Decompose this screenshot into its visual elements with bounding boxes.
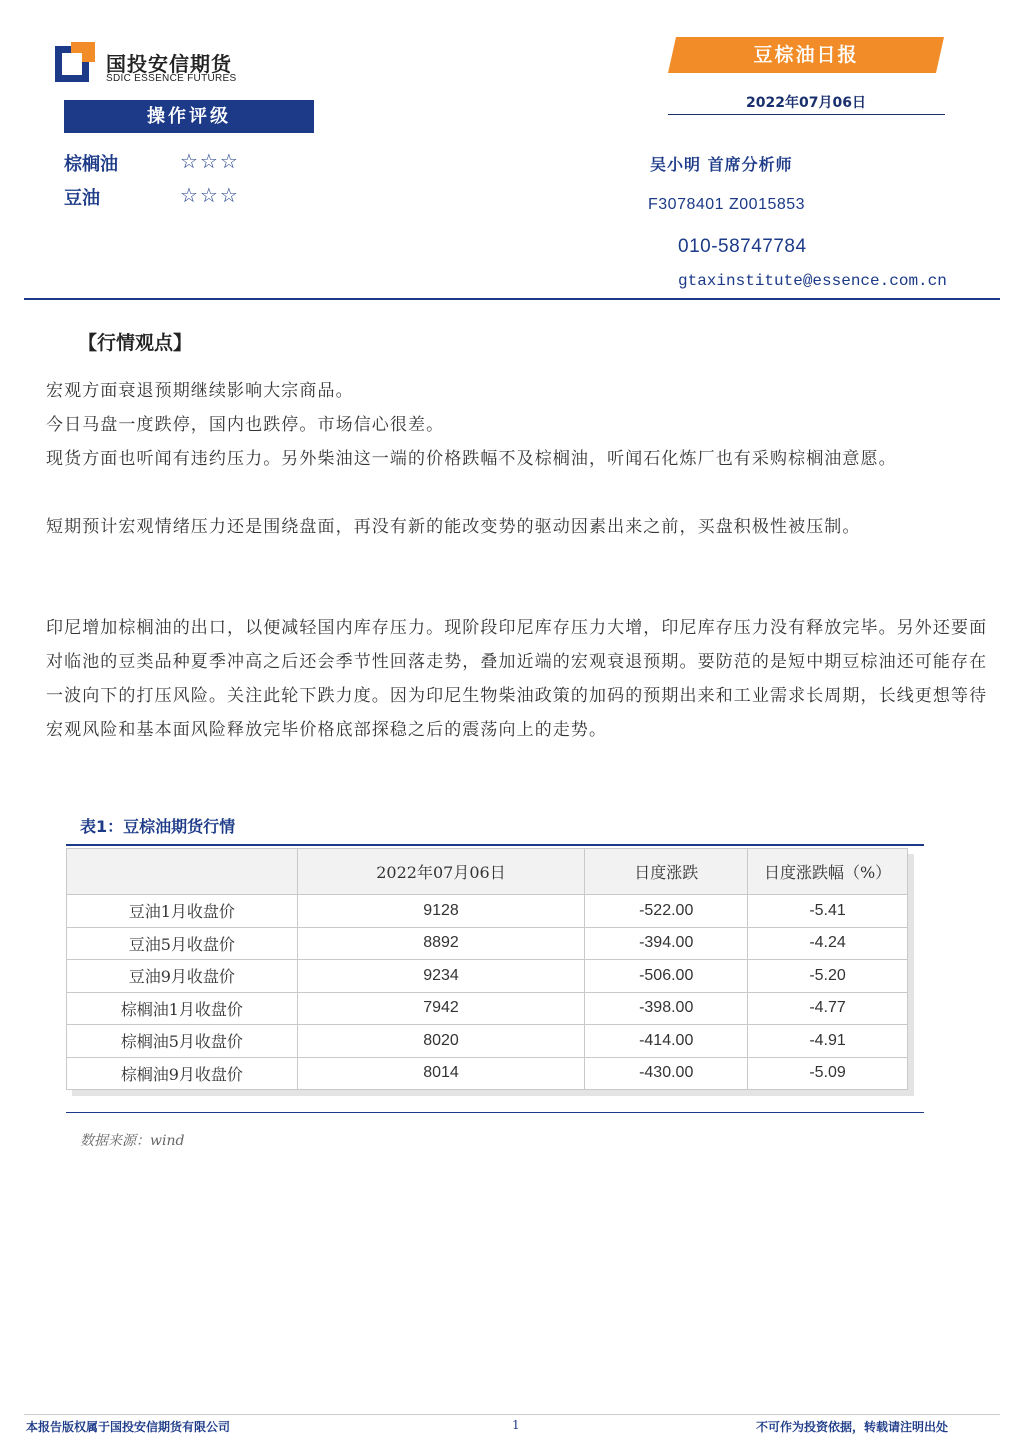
paragraph-3: 现货方面也听闻有违约压力。另外柴油这一端的价格跌幅不及棕榈油，听闻石化炼厂也有采购棕榈油意愿。 bbox=[46, 449, 897, 469]
paragraph-2: 今日马盘一度跌停，国内也跌停。市场信心很差。 bbox=[46, 415, 445, 435]
close-price: 8014 bbox=[297, 1057, 585, 1090]
table-row bbox=[67, 960, 908, 993]
quote-table-container bbox=[66, 848, 908, 1090]
report-title: 豆棕油日报 bbox=[753, 44, 859, 66]
daily-change-pct: -5.20 bbox=[748, 960, 908, 993]
footer-divider bbox=[24, 1414, 1000, 1415]
row-label: 棕榈油5月收盘价 bbox=[67, 1025, 298, 1058]
row-label: 棕榈油9月收盘价 bbox=[67, 1057, 298, 1090]
table-header-cell: 日度涨跌幅（%） bbox=[748, 849, 908, 895]
analyst-license: F3078401 Z0015853 bbox=[648, 196, 806, 213]
daily-change-pct: -4.91 bbox=[748, 1025, 908, 1058]
daily-change: -394.00 bbox=[585, 927, 748, 960]
table-row bbox=[67, 895, 908, 928]
analyst-email-link[interactable]: gtaxinstitute@essence.com.cn bbox=[678, 272, 947, 290]
daily-change-pct: -5.41 bbox=[748, 895, 908, 928]
row-label: 豆油1月收盘价 bbox=[67, 895, 298, 928]
table-header-cell: 2022年07月06日 bbox=[297, 849, 585, 895]
date-divider bbox=[668, 114, 945, 115]
daily-change: -506.00 bbox=[585, 960, 748, 993]
quote-table bbox=[66, 848, 908, 1090]
daily-change: -414.00 bbox=[585, 1025, 748, 1058]
page-number: 1 bbox=[512, 1418, 520, 1432]
rating-label-soybean-oil: 豆油 bbox=[64, 188, 100, 209]
table-header-cell: 日度涨跌 bbox=[585, 849, 748, 895]
table-top-divider bbox=[66, 844, 924, 846]
row-label: 棕榈油1月收盘价 bbox=[67, 992, 298, 1025]
table-row bbox=[67, 992, 908, 1025]
header-divider bbox=[24, 298, 1000, 300]
paragraph-4: 短期预计宏观情绪压力还是围绕盘面，再没有新的能改变势的驱动因素出来之前，买盘积极性被压制。 bbox=[46, 517, 861, 537]
company-name-cn: 国投安信期货 bbox=[106, 52, 232, 76]
rating-label-palm-oil: 棕榈油 bbox=[64, 154, 118, 175]
table-row bbox=[67, 1057, 908, 1090]
table-header-cell bbox=[67, 849, 298, 895]
row-label: 豆油9月收盘价 bbox=[67, 960, 298, 993]
section-title: 【行情观点】 bbox=[78, 332, 193, 354]
rating-stars-soybean-oil: ☆☆☆ bbox=[180, 183, 240, 207]
close-price: 9234 bbox=[297, 960, 585, 993]
rating-stars-palm-oil: ☆☆☆ bbox=[180, 149, 240, 173]
daily-change-pct: -4.77 bbox=[748, 992, 908, 1025]
row-label: 豆油5月收盘价 bbox=[67, 927, 298, 960]
report-date: 2022年07月06日 bbox=[746, 95, 866, 111]
company-logo-icon bbox=[55, 42, 95, 82]
rating-header: 操作评级 bbox=[64, 100, 314, 133]
paragraph-1: 宏观方面衰退预期继续影响大宗商品。 bbox=[46, 381, 354, 401]
paragraph-5: 印尼增加棕榈油的出口，以便减轻国内库存压力。现阶段印尼库存压力大增，印尼库存压力没有释放完毕。另外还要面对临池的豆类品种夏季冲高之后还会季节性回落走势，叠加近端的宏观衰退预期。要防范的是短中期豆棕油还可能存在一波向下的打压风险。关注此轮下跌力度。因为印尼生物柴油政策的加码的预期出来和工业需求长周期，长线更想等待宏观风险和基本面风险释放完毕价格底部探稳之后的震荡向上的走势。 bbox=[46, 618, 988, 740]
table-caption: 表1：豆棕油期货行情 bbox=[80, 817, 236, 836]
data-source: 数据来源：wind bbox=[80, 1133, 185, 1149]
table-bottom-divider bbox=[66, 1112, 924, 1113]
close-price: 9128 bbox=[297, 895, 585, 928]
close-price: 8020 bbox=[297, 1025, 585, 1058]
daily-change: -430.00 bbox=[585, 1057, 748, 1090]
analyst-phone: 010-58747784 bbox=[678, 236, 807, 257]
footer-copyright: 本报告版权属于国投安信期货有限公司 bbox=[26, 1420, 231, 1434]
table-row bbox=[67, 927, 908, 960]
table-header-row bbox=[67, 849, 908, 895]
daily-change: -398.00 bbox=[585, 992, 748, 1025]
close-price: 8892 bbox=[297, 927, 585, 960]
company-name-en: SDIC ESSENCE FUTURES bbox=[106, 73, 237, 84]
analyst-name: 吴小明 首席分析师 bbox=[650, 155, 793, 174]
daily-change: -522.00 bbox=[585, 895, 748, 928]
footer-disclaimer: 不可作为投资依据，转载请注明出处 bbox=[756, 1420, 949, 1434]
daily-change-pct: -4.24 bbox=[748, 927, 908, 960]
table-row bbox=[67, 1025, 908, 1058]
daily-change-pct: -5.09 bbox=[748, 1057, 908, 1090]
close-price: 7942 bbox=[297, 992, 585, 1025]
